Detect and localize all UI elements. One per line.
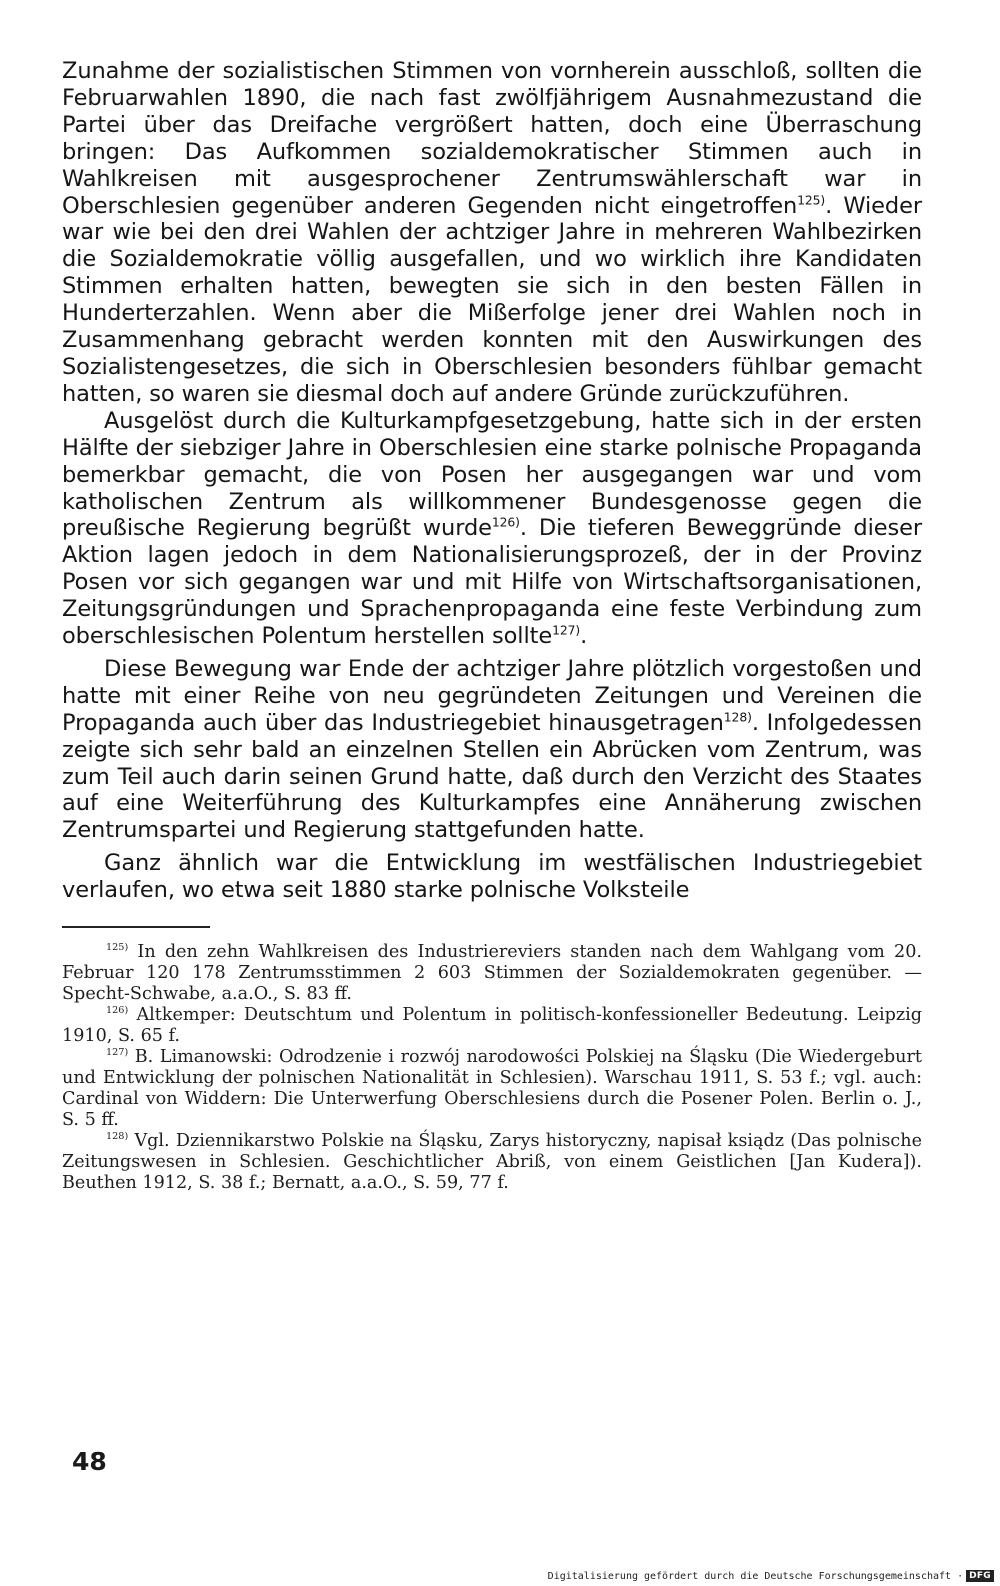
footnote-number: 126) <box>106 1005 129 1017</box>
footnote-reference: 128) <box>723 710 752 725</box>
footnotes <box>62 942 922 1194</box>
footnote <box>62 1047 922 1131</box>
paragraph-text: Ganz ähnlich war die Entwicklung im westfälischen Industriegebiet verlaufen, wo etwa seit 1880 starke polnische Volksteile <box>62 850 922 904</box>
paragraph <box>62 656 922 844</box>
footnote-text: B. Limanowski: Odrodzenie i rozwój narodowości Polskiej na Śląsku (Die Wiedergeburt und Entwicklung der polnischen Nationalität in Schlesien). Warschau 1911, S. 53 f.; vgl. auch: Cardinal von Widdern: Die Unterwerfung Oberschlesiens durch die Posener Polen. Berlin o. J., S. 5 ff. <box>62 1047 922 1131</box>
footnote <box>62 1005 922 1047</box>
footnote-rule <box>62 926 210 928</box>
footnote-text: Vgl. Dziennikarstwo Polskie na Śląsku, Zarys historyczny, napisał ksiądz (Das polnische Zeitungswesen in Schlesien. Geschichtlicher Abriß, von einem Geistlichen [Jan Kudera]). Beuthen 1912, S. 38 f.; Bernatt, a.a.O., S. 59, 77 f. <box>62 1131 922 1194</box>
footnote <box>62 942 922 1005</box>
credit-text: Digitalisierung gefördert durch die Deutsche Forschungsgemeinschaft · <box>547 1570 964 1582</box>
paragraph-text: . Die tieferen Beweggründe dieser Aktion lagen jedoch in dem Nationalisierungsprozeß, der in der Provinz Posen vor sich gegangen war und mit Hilfe von Wirtschaftsorganisationen, Zeitungsgründungen und Sprachenpropaganda eine feste Verbindung zum oberschlesischen Polentum herstellen sollte <box>62 515 922 650</box>
paragraph-text: Diese Bewegung war Ende der achtziger Jahre plötzlich vorgestoßen und hatte mit einer Reihe von neu gegründeten Zeitungen und Vereinen die Propaganda auch über das Industriegebiet hinausgetragen <box>62 655 922 736</box>
dfg-logo-icon: DFG <box>966 1570 994 1582</box>
footnote-text: Altkemper: Deutschtum und Polentum in politisch-konfessioneller Bedeutung. Leipzig 1910, S. 65 f. <box>62 1005 922 1047</box>
footnote-number: 127) <box>106 1047 129 1059</box>
footnote-reference: 127) <box>552 623 581 638</box>
paragraph-text: Zunahme der sozialistischen Stimmen von vornherein ausschloß, sollten die Februarwahlen 1890, die nach fast zwölfjährigem Ausnahmezustand die Partei über das Dreifache vergrößert hatten, doch eine Überraschung bringen: Das Aufkommen sozialdemokratischer Stimmen auch in Wahlkreisen mit ausgesprochener Zentrumswählerschaft war in Oberschlesien gegenüber anderen Gegenden nicht eingetroffen <box>62 58 922 219</box>
paragraph <box>62 408 922 650</box>
footnote-text: In den zehn Wahlkreisen des Industriereviers standen nach dem Wahlgang vom 20. Februar 120 178 Zentrumsstimmen 2 603 Stimmen der Sozialdemokraten gegenüber. — Specht-Schwabe, a.a.O., S. 83 ff. <box>62 942 922 1005</box>
footnote-number: 125) <box>106 942 129 954</box>
body-text <box>62 58 922 904</box>
paragraph-text: . Infolgedessen zeigte sich sehr bald an einzelnen Stellen ein Abrücken vom Zentrum, was zum Teil auch darin seinen Grund hatte, daß durch den Verzicht des Staates auf eine Weiterführung des Kulturkampfes eine Annäherung zwischen Zentrumspartei und Regierung stattgefunden hatte. <box>62 709 922 844</box>
page-content <box>62 58 922 1194</box>
footnote-reference: 126) <box>491 515 520 530</box>
paragraph <box>62 58 922 408</box>
footnote-number: 128) <box>106 1131 129 1143</box>
paragraph-text: . <box>580 623 588 650</box>
digitization-credit <box>548 1570 994 1582</box>
paragraph-text: Ausgelöst durch die Kulturkampfgesetzgebung, hatte sich in der ersten Hälfte der siebziger Jahre in Oberschlesien eine starke polnische Propaganda bemerkbar gemacht, die von Posen her ausgegangen war und vom katholischen Zentrum als willkommener Bundesgenosse gegen die preußische Regierung begrüßt wurde <box>62 407 922 542</box>
page-number: 48 <box>72 1447 107 1476</box>
paragraph-text: . Wieder war wie bei den drei Wahlen der achtziger Jahre in mehreren Wahlbezirken die Sozialdemokratie völlig ausgefallen, und wo wirklich ihre Kandidaten Stimmen erhalten hatten, bewegten sie sich in den besten Fällen in Hunderterzahlen. Wenn aber die Mißerfolge jener drei Wahlen noch in Zusammenhang gebracht werden konnten mit den Auswirkungen des Sozialistengesetzes, die sich in Oberschlesien besonders fühlbar gemacht hatten, so waren sie diesmal doch auf andere Gründe zurückzuführen. <box>62 192 922 407</box>
footnote <box>62 1131 922 1194</box>
paragraph <box>62 850 922 904</box>
footnote-reference: 125) <box>797 193 826 208</box>
